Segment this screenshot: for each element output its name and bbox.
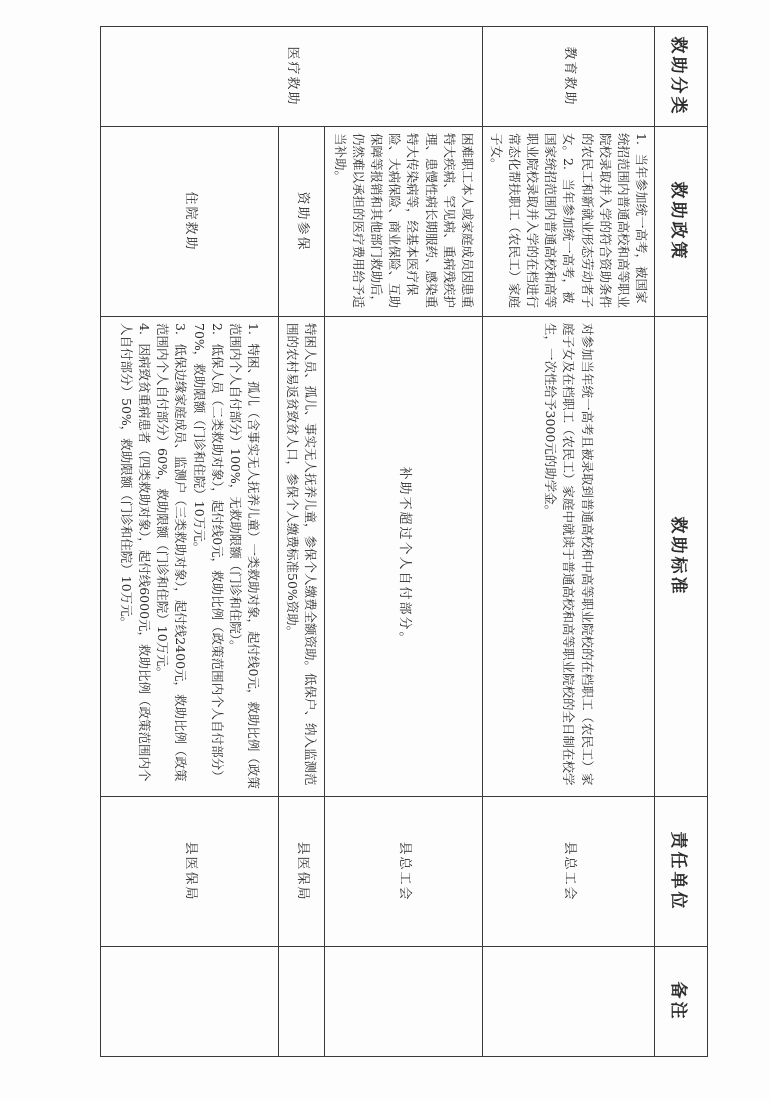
unit-medical-1: 县总工会 <box>324 797 482 947</box>
category-medical: 医疗救助 <box>101 27 483 127</box>
header-standard: 救助标准 <box>655 317 708 797</box>
table-row-medical-3 <box>101 27 279 1057</box>
category-education: 教育救助 <box>482 27 654 127</box>
header-note: 备注 <box>655 947 708 1057</box>
standard-medical-3: 1．特困、孤儿（含事实无人抚养儿童）一类救助对象，起付线0元，救助比例（政策范围内个人自付部分）100%，无救助限额（门诊和住院）。 2．低保人员（二类救助对象），起付线0元，救助比例（政策范围内个人自付部分）70%，救助限额（门诊和住院）10万元。 3．低保边缘家庭成员、监测户（三类救助对象），起付线2400元，救助比例（政策范围内个人自付部分）60%，救助限额（门诊和住院）10万元。 4．因病致贫重病患者（四类救助对象），起付线6000元，救助比例（政策范围内个人自付部分）50%，救助限额（门诊和住院）10万元。 <box>101 317 279 797</box>
unit-education: 县总工会 <box>482 797 654 947</box>
header-row <box>655 27 708 1057</box>
unit-medical-3: 县医保局 <box>101 797 279 947</box>
policy-education: 1．当年参加统一高考，被国家统招范围内普通高校和高等职业院校录取并入学的符合资助条件的农民工和新就业形态劳动者子女。2．当年参加统一高考，被国家统招范围内普通高校和高等职业院校录取并入学的在档进行常态化帮扶职工（农民工）家庭子女。 <box>482 127 654 317</box>
note-education <box>482 947 654 1057</box>
rotated-table-container <box>100 26 708 1056</box>
standard-medical-2: 特困人员、孤儿、事实无人抚养儿童，参保个人缴费全额资助。低保户、纳入监测范围的农村易返贫致贫人口，参保个人缴费标准50%资助。 <box>278 317 324 797</box>
unit-medical-2: 县医保局 <box>278 797 324 947</box>
header-category: 救助分类 <box>655 27 708 127</box>
note-medical-2 <box>278 947 324 1057</box>
standard-medical-1: 补助不超过个人自付部分。 <box>324 317 482 797</box>
table-row-education <box>482 27 654 1057</box>
policy-medical-1: 困难职工本人或家庭成员因患重特大疾病、罕见病、重病残疾护理、患慢性病长期服药、感染重特大传染病等，经基本医疗保险、大病保险、商业保险、互助保障等报销和其他部门救助后，仍然难以承担的医疗费用给予适当补助。 <box>324 127 482 317</box>
policy-medical-3: 住院救助 <box>101 127 279 317</box>
standard-education: 对参加当年统一高考且被录取到普通高校和中高等职业院校的在档职工（农民工）家庭子女及在档职工（农民工）家庭中就读于普通高校和高等职业院校的全日制在校学生，一次性给予3000元的助学金。 <box>482 317 654 797</box>
header-policy: 救助政策 <box>655 127 708 317</box>
note-medical-1 <box>324 947 482 1057</box>
table-row-medical-2 <box>278 27 324 1057</box>
note-medical-3 <box>101 947 279 1057</box>
assistance-table <box>100 26 708 1057</box>
table-row-medical-1 <box>324 27 482 1057</box>
policy-medical-2: 资助参保 <box>278 127 324 317</box>
header-unit: 责任单位 <box>655 797 708 947</box>
